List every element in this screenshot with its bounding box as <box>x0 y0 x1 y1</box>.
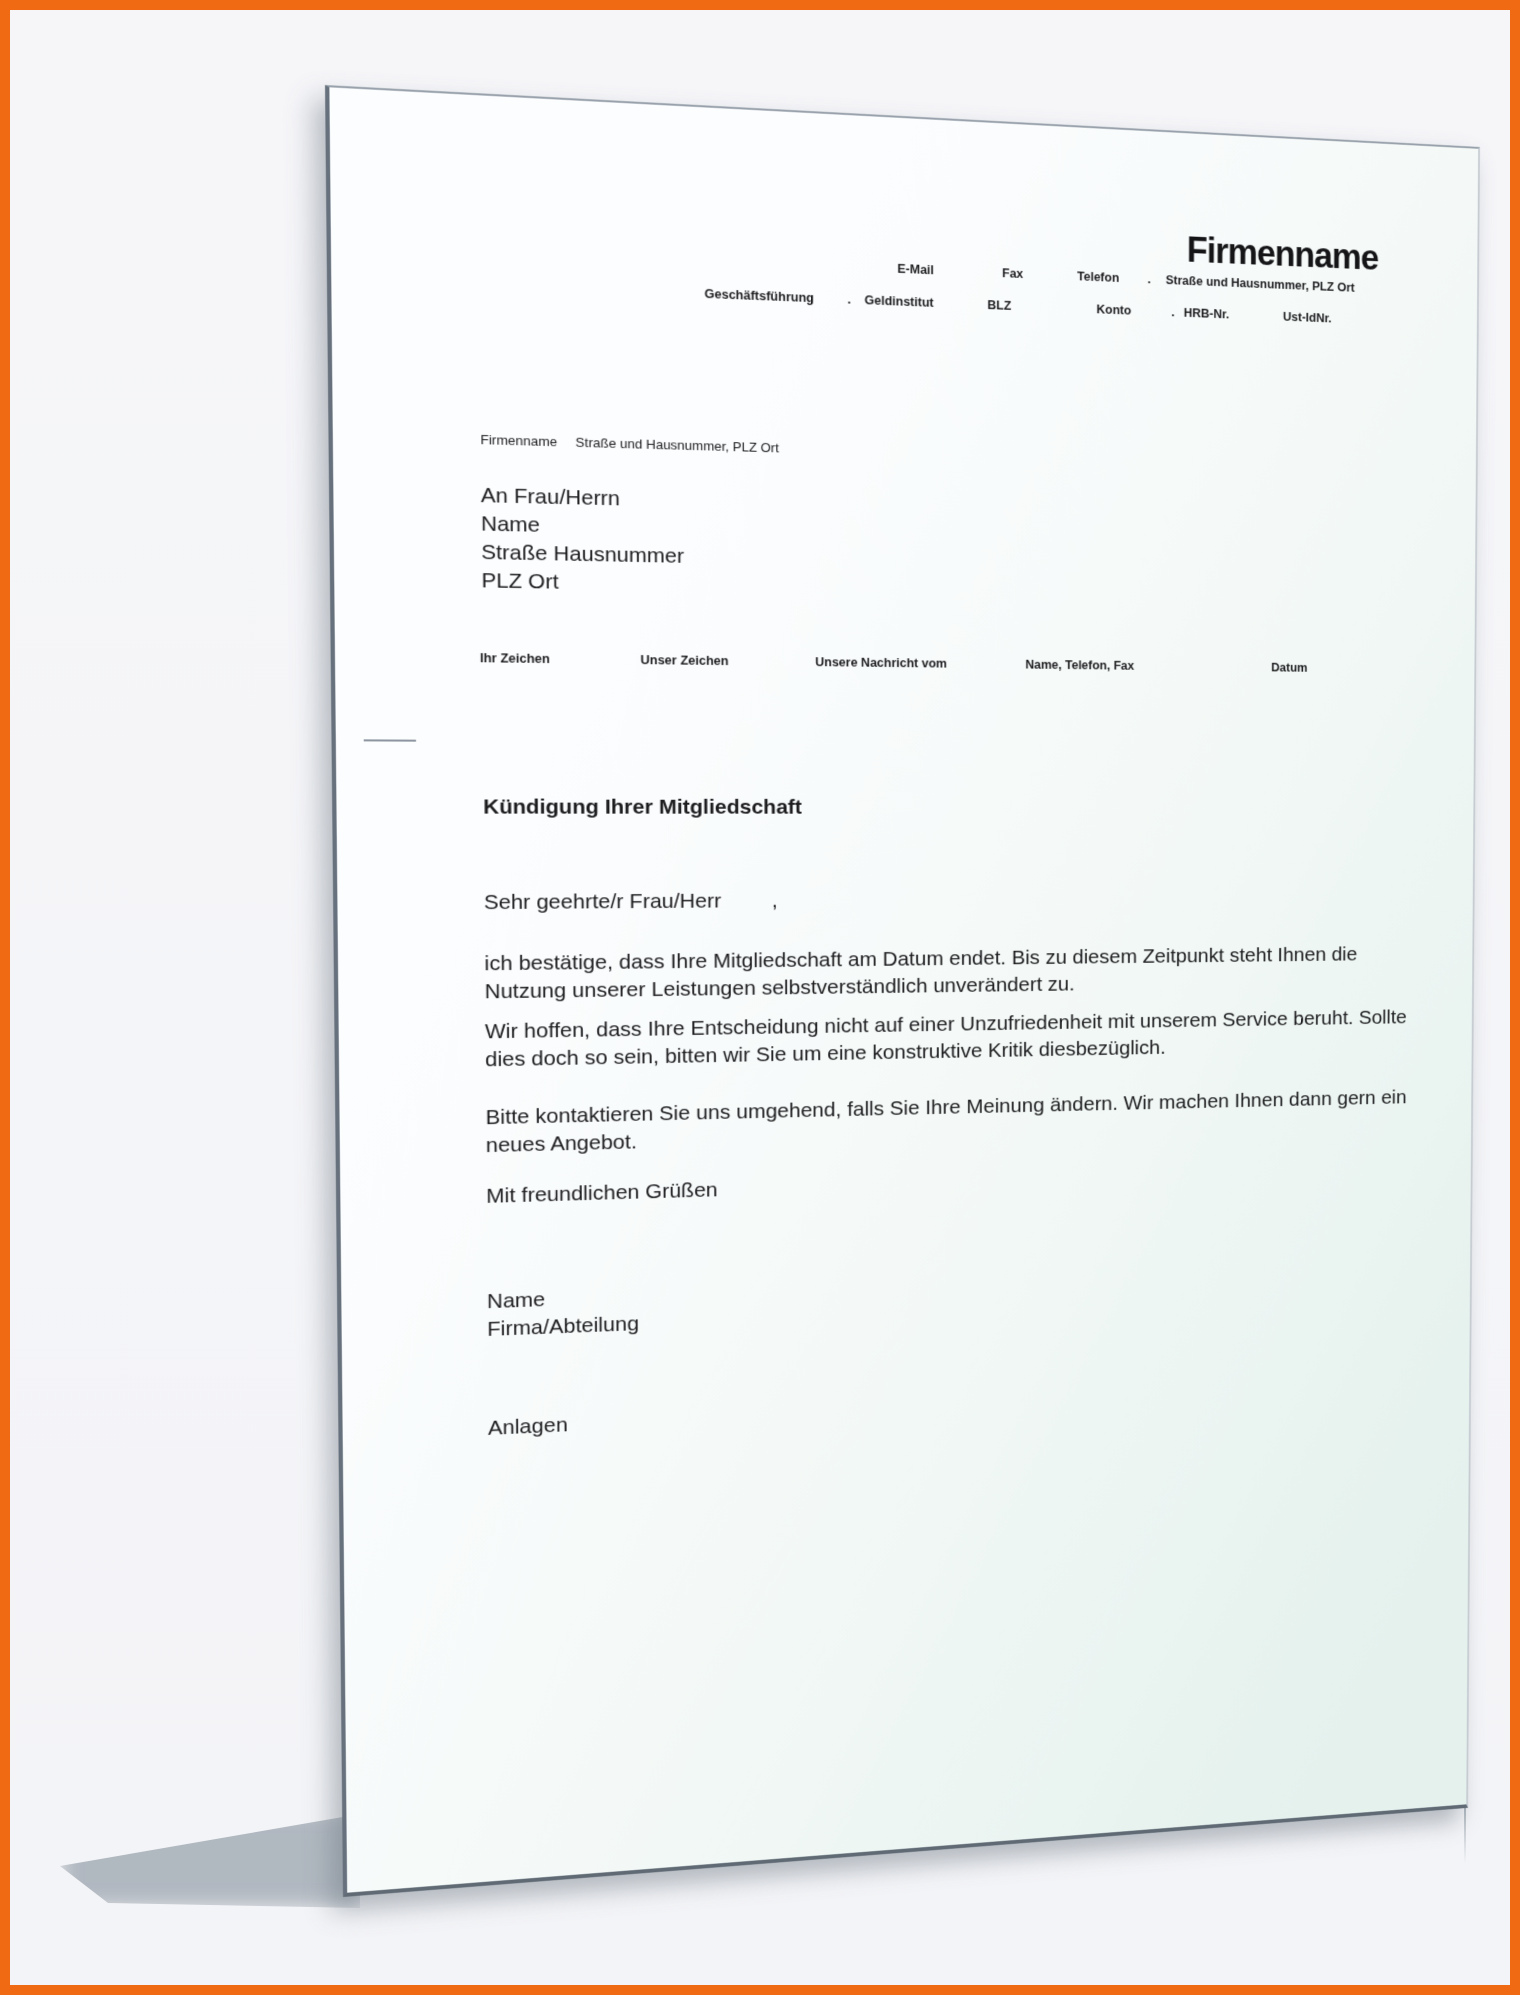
reference-labels-row <box>335 648 1475 677</box>
letterhead-blz-label: BLZ <box>987 298 1012 313</box>
letter-page <box>325 85 1480 1897</box>
recipient-line-salutation: An Frau/Herrn <box>480 483 621 511</box>
company-name-title: Firmenname <box>1186 229 1379 278</box>
letterhead-konto-label: Konto <box>1096 302 1132 318</box>
salutation-comma: , <box>771 889 778 913</box>
letterhead-telefon-label: Telefon <box>1077 269 1120 285</box>
signature-company: Firma/Abteilung <box>487 1312 639 1341</box>
signature-block <box>487 1283 639 1344</box>
recipient-address-block <box>481 482 684 599</box>
ref-label-ihr-zeichen: Ihr Zeichen <box>479 651 550 667</box>
letterhead-separator-dot: . <box>1171 305 1175 320</box>
fold-mark <box>364 739 416 741</box>
page-corner-reflection <box>1464 1806 1466 1864</box>
letterhead-geldinstitut-label: Geldinstitut <box>864 293 934 310</box>
ref-label-datum: Datum <box>1271 660 1308 675</box>
sender-return-address-line <box>480 432 779 456</box>
ref-label-unser-zeichen: Unser Zeichen <box>640 653 729 669</box>
letterhead-ustid-label: Ust-IdNr. <box>1282 309 1332 326</box>
letterhead-separator-dot: . <box>847 292 851 307</box>
letterhead-separator-dot: . <box>1147 272 1151 287</box>
recipient-line-street: Straße Hausnummer <box>481 540 685 568</box>
salutation-text: Sehr geehrte/r Frau/Herr <box>483 889 722 915</box>
enclosures-label: Anlagen <box>487 1413 568 1440</box>
letterhead-fax-label: Fax <box>1002 266 1024 281</box>
sender-address: Straße und Hausnummer, PLZ Ort <box>575 434 779 456</box>
recipient-line-city: PLZ Ort <box>481 569 559 594</box>
ref-label-name-telefon-fax: Name, Telefon, Fax <box>1025 657 1135 673</box>
letterhead-geschaeftsfuehrung-label: Geschäftsführung <box>704 286 814 306</box>
body-paragraph-2: Wir hoffen, dass Ihre Entscheidung nicht auf einer Unzufriedenheit mit unserem Service beruht. Sollte dies doch so sein, bitten wir Sie um eine konstruktive Kritik diesbezüglich. <box>484 1006 1407 1072</box>
subject-line: Kündigung Ihrer Mitgliedschaft <box>483 795 802 819</box>
letterhead-hrb-label: HRB-Nr. <box>1183 306 1230 322</box>
letterhead-street-label: Straße und Hausnummer, PLZ Ort <box>1165 273 1355 295</box>
letterhead-email-label: E-Mail <box>897 261 934 278</box>
body-paragraph-1: ich bestätige, dass Ihre Mitgliedschaft am Datum endet. Bis zu diesem Zeitpunkt steht Ihnen die Nutzung unserer Leistungen selbstverständlich unverändert zu. <box>484 943 1358 1004</box>
body-paragraph-3: Bitte kontaktieren Sie uns umgehend, falls Sie Ihre Meinung ändern. Wir machen Ihnen dann gern ein neues Angebot. <box>485 1086 1407 1158</box>
signature-name: Name <box>486 1288 546 1314</box>
closing-line: Mit freundlichen Grüßen <box>486 1178 718 1208</box>
salutation-line <box>484 887 778 917</box>
recipient-line-name: Name <box>480 512 541 537</box>
ref-label-unsere-nachricht-vom: Unsere Nachricht vom <box>815 655 947 671</box>
sender-company: Firmenname <box>480 431 558 450</box>
